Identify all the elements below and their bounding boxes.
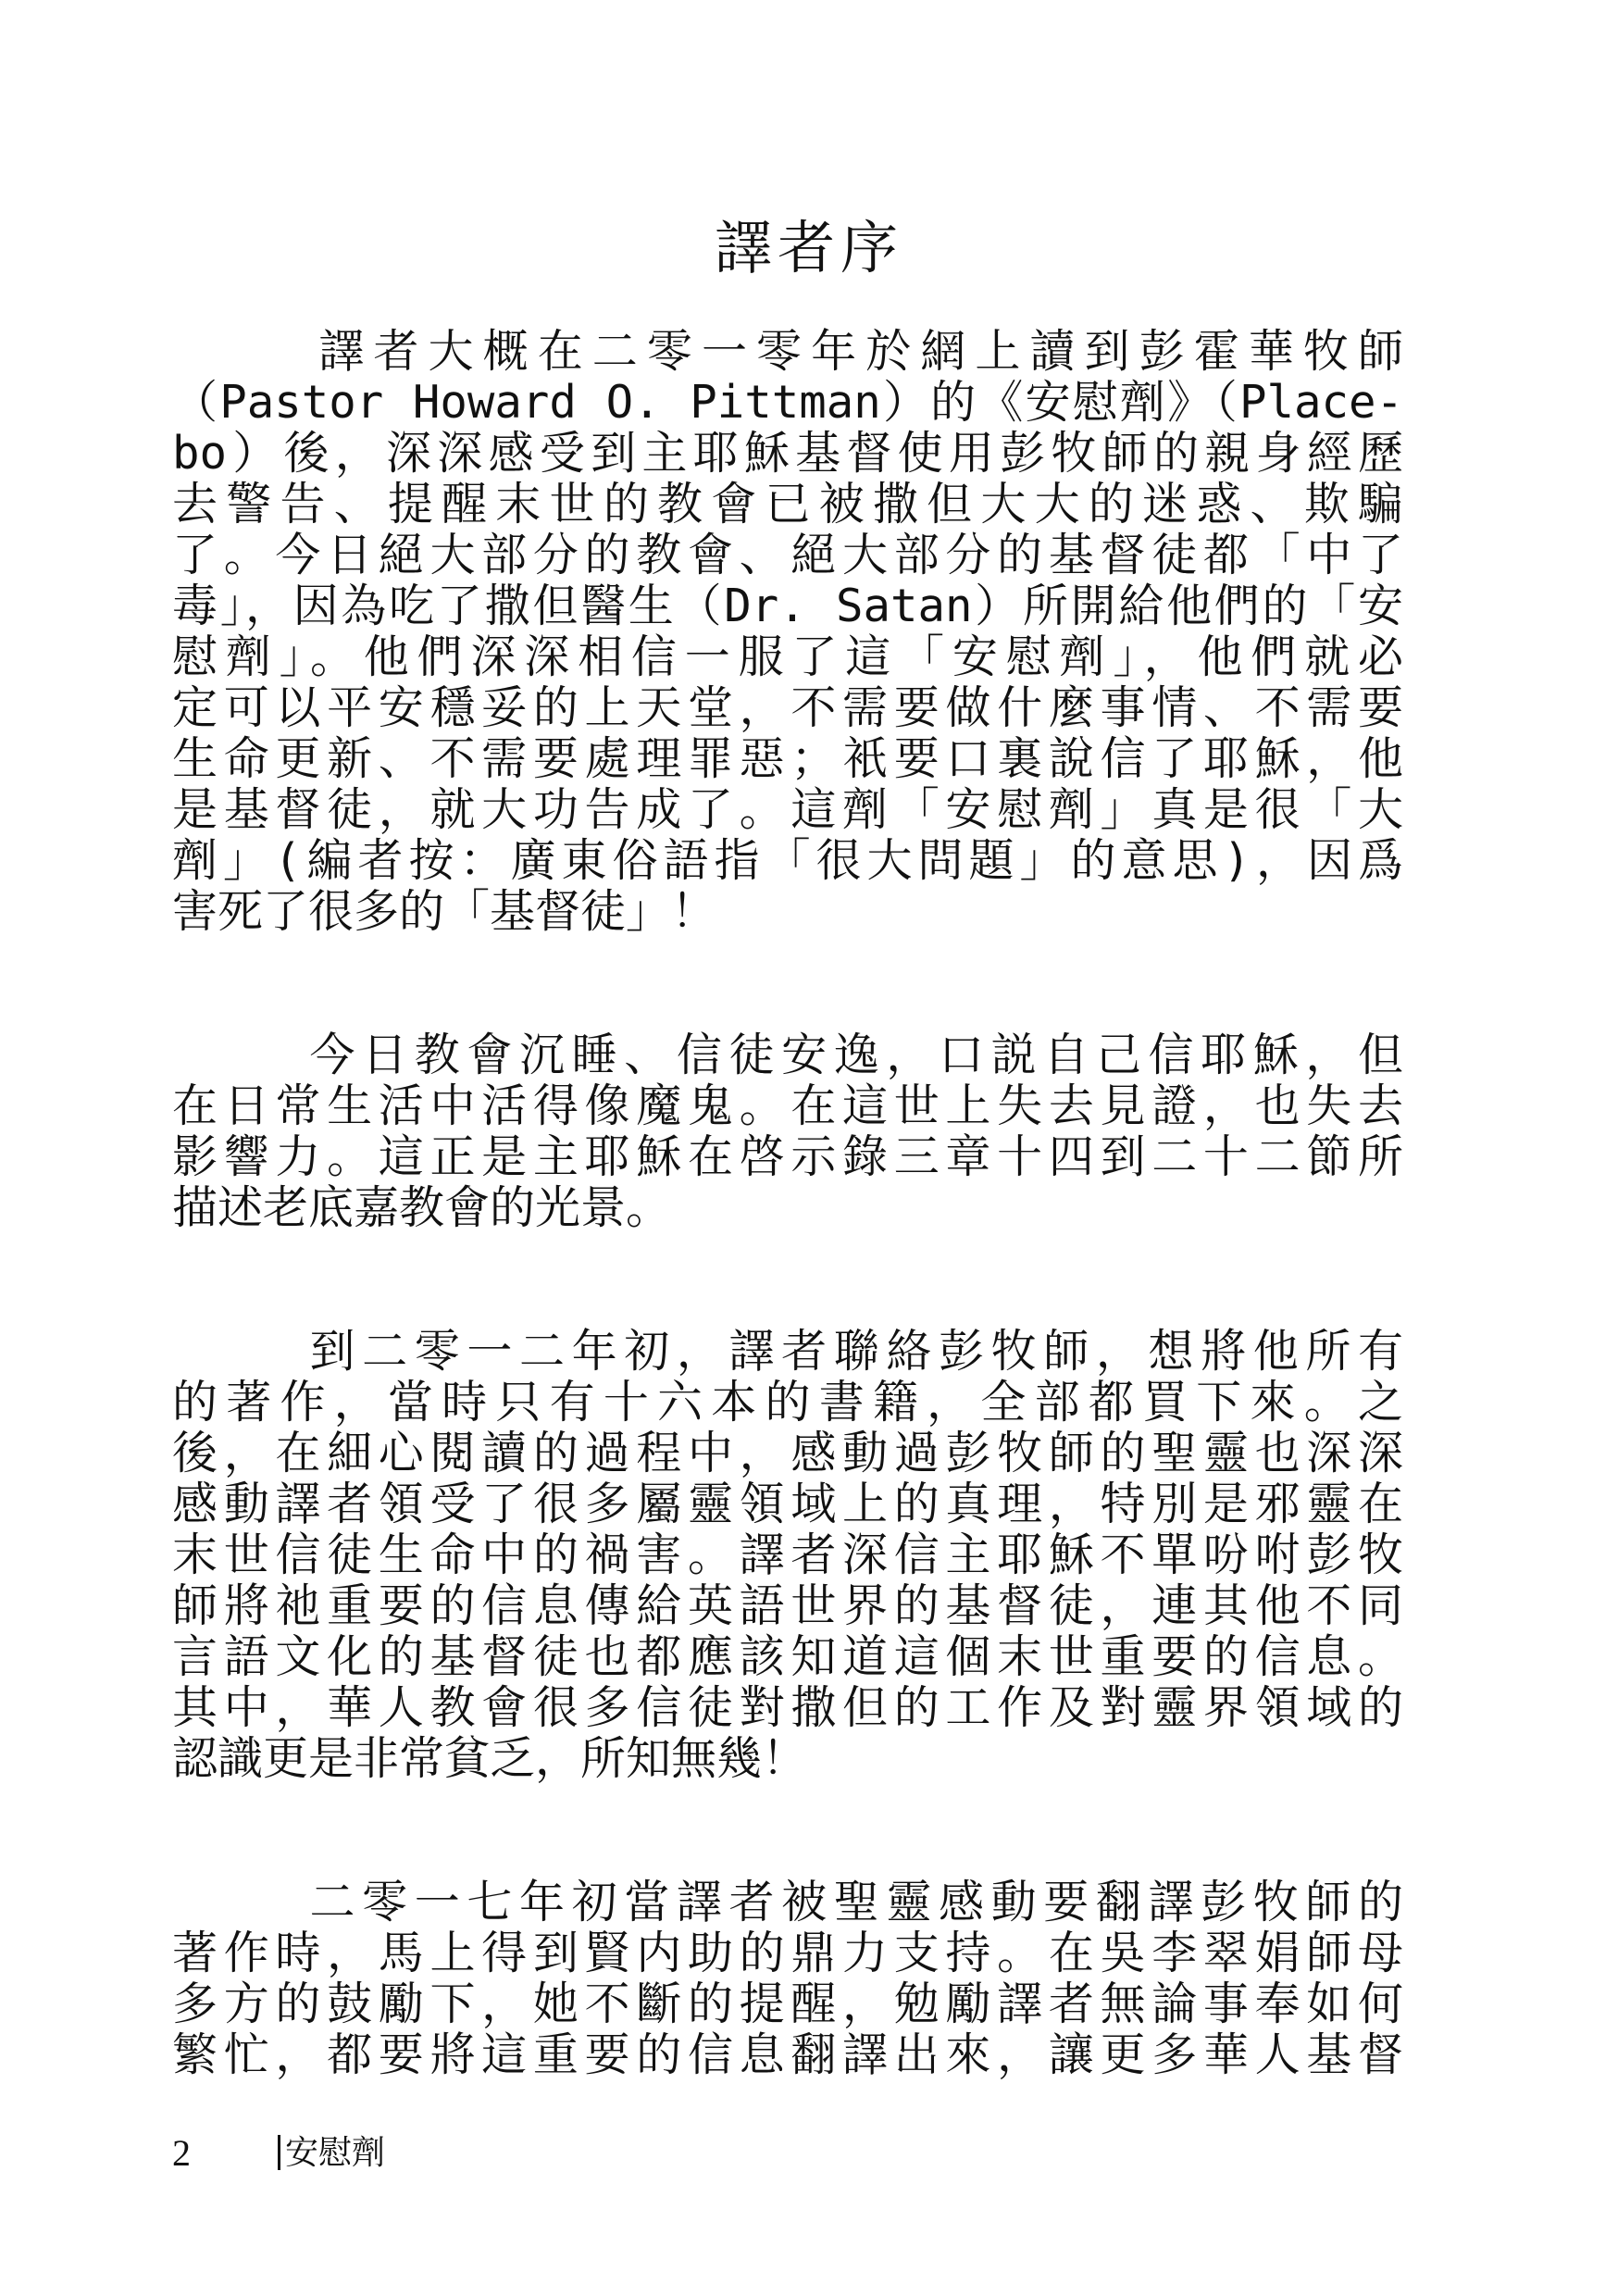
text-line: 末世信徒生命中的禍害。譯者深信主耶穌不單吩咐彭牧 [172,1529,1403,1581]
text-line: 去警告、提醒末世的教會已被撒但大大的迷惑、欺騙 [172,478,1403,530]
paragraph-gap [172,937,1403,1029]
text-line: bo）後，深深感受到主耶穌基督使用彭牧師的親身經歷 [172,427,1403,480]
text-line: 在日常生活中活得像魔鬼。在這世上失去見證，也失去 [172,1079,1403,1132]
body-text [172,326,1403,2080]
text-line: 其中，華人教會很多信徒對撒但的工作及對靈界領域的 [172,1681,1403,1734]
text-line: 後，在細心閱讀的過程中，感動過彭牧師的聖靈也深深 [172,1427,1403,1479]
text-line-last: 描述老底嘉教會的光景。 [172,1181,672,1234]
text-line: 著作時，馬上得到賢内助的鼎力支持。在吳李翠娟師母 [172,1927,1403,1979]
paragraph-4 [172,1877,1403,2080]
page-title: 譯者序 [714,214,903,281]
paragraph-gap [172,1233,1403,1326]
paragraph-2 [172,1029,1403,1233]
text-line: 毒」，因為吃了撒但醫生（Dr. Satan）所開給他們的「安 [172,580,1403,632]
text-line: 定可以平安穩妥的上天堂，不需要做什麼事情、不需要 [172,681,1403,734]
text-line: 影響力。這正是主耶穌在啓示錄三章十四到二十二節所 [172,1130,1403,1183]
text-line: 是基督徒，就大功告成了。這劑「安慰劑」真是很「大 [172,783,1403,836]
text-line: 生命更新、不需要處理罪惡；衹要口裏說信了耶穌，他 [172,732,1403,785]
text-line: 多方的鼓勵下，她不斷的提醒，勉勵譯者無論事奉如何 [172,1978,1403,2030]
text-line: 的著作，當時只有十六本的書籍，全部都買下來。之 [172,1376,1403,1429]
text-line-last: 認識更是非常貧乏，所知無幾！ [172,1732,808,1785]
paragraph-gap [172,1784,1403,1877]
text-line-last: 害死了很多的「基督徒」！ [172,885,717,938]
text-line: （Pastor Howard O. Pittman）的《安慰劑》（Place- [172,376,1403,429]
text-line: 繁忙，都要將這重要的信息翻譯出來，讓更多華人基督 [172,2028,1403,2081]
text-line: 今日教會沉睡、信徒安逸，口説自己信耶穌，但 [172,1029,1403,1081]
footer-divider [278,2135,280,2170]
text-line: 到二零一二年初，譯者聯絡彭牧師，想將他所有 [172,1325,1403,1378]
text-line: 劑」(編者按：廣東俗語指「很大問題」的意思)，因爲 [172,834,1403,887]
text-line: 了。今日絕大部分的教會、絕大部分的基督徒都「中了 [172,529,1403,581]
text-line: 師將祂重要的信息傳給英語世界的基督徒，連其他不同 [172,1579,1403,1632]
text-line: 譯者大概在二零一零年於網上讀到彭霍華牧師 [172,325,1403,378]
running-book-title: 安慰劑 [285,2134,386,2172]
text-line: 慰劑」。他們深深相信一服了這「安慰劑」，他們就必 [172,630,1403,683]
paragraph-3 [172,1326,1403,1784]
page-number: 2 [172,2132,191,2174]
text-line: 二零一七年初當譯者被聖靈感動要翻譯彭牧師的 [172,1876,1403,1928]
paragraph-1 [172,326,1403,937]
text-line: 言語文化的基督徒也都應該知道這個末世重要的信息。 [172,1630,1403,1683]
text-line: 感動譯者領受了很多屬靈領域上的真理，特別是邪靈在 [172,1478,1403,1530]
